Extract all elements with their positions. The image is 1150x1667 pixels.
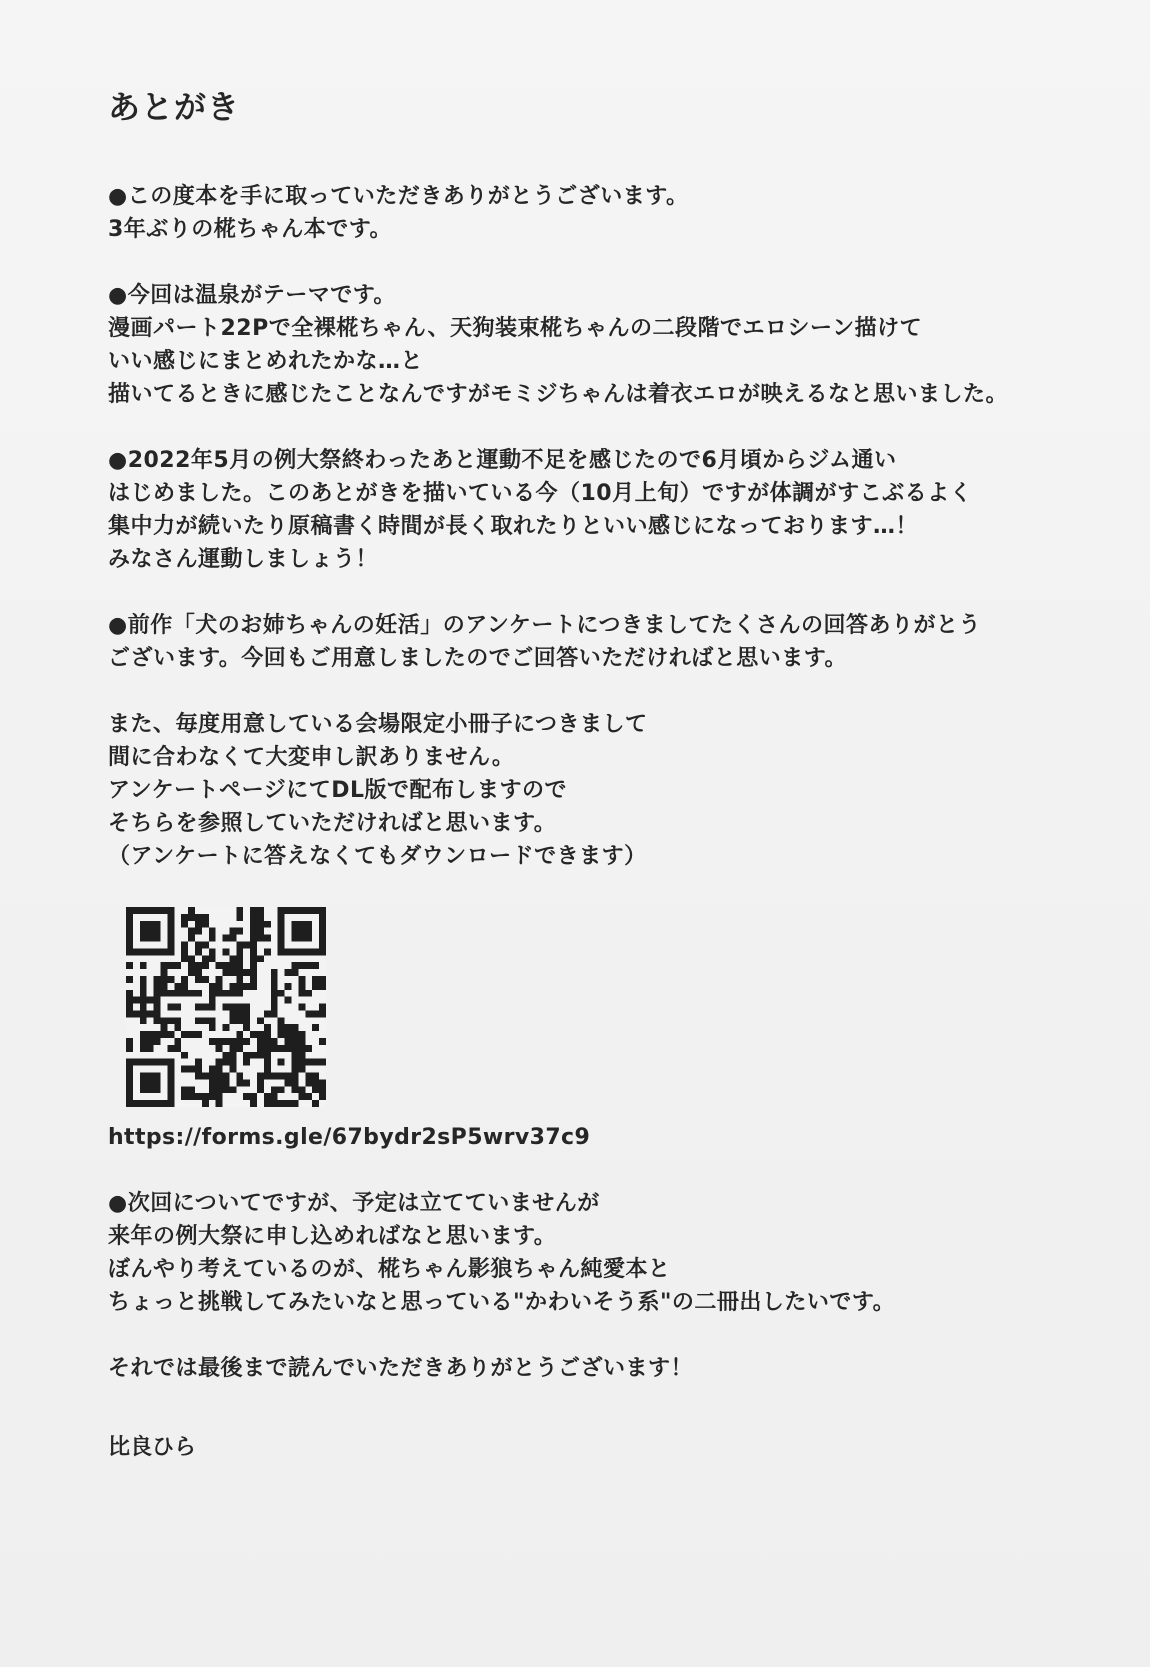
paragraph-line: ございます。今回もご用意しましたのでご回答いただければと思います。 xyxy=(108,646,847,671)
paragraph-4 xyxy=(108,609,1088,675)
paragraph-line: 間に合わなくて大変申し訳ありません。 xyxy=(108,745,515,770)
paragraph-line: また、毎度用意している会場限定小冊子につきまして xyxy=(108,712,648,737)
paragraph-line: ちょっと挑戦してみたいなと思っている"かわいそう系"の二冊出したいです。 xyxy=(108,1290,896,1315)
qr-code-icon[interactable] xyxy=(126,907,326,1107)
paragraph-line: ぼんやり考えているのが、椛ちゃん影狼ちゃん純愛本と xyxy=(108,1257,671,1282)
paragraph-line: 3年ぶりの椛ちゃん本です。 xyxy=(108,217,393,242)
paragraph-line: ●この度本を手に取っていただきありがとうございます。 xyxy=(108,184,689,209)
paragraph-5 xyxy=(108,708,1088,873)
paragraph-line: 集中力が続いたり原稿書く時間が長く取れたりといい感じになっております…！ xyxy=(108,514,919,539)
paragraph-2 xyxy=(108,279,1088,411)
paragraph-line: ●今回は温泉がテーマです。 xyxy=(108,283,396,308)
paragraph-line: ●前作「犬のお姉ちゃんの妊活」のアンケートにつきましてたくさんの回答ありがとう xyxy=(108,613,981,638)
paragraph-line: みなさん運動しましょう！ xyxy=(108,547,379,572)
paragraph-3 xyxy=(108,444,1088,576)
paragraph-line: アンケートページにてDL版で配布しますので xyxy=(108,778,568,803)
qr-code-graphic xyxy=(126,907,326,1107)
paragraph-1 xyxy=(108,180,1088,246)
paragraph-line: 漫画パート22Pで全裸椛ちゃん、天狗装束椛ちゃんの二段階でエロシーン描けて xyxy=(108,316,923,341)
paragraph-7 xyxy=(108,1352,1088,1385)
paragraph-line: いい感じにまとめれたかな…と xyxy=(108,349,424,374)
paragraph-line: ●次回についてですが、予定は立てていませんが xyxy=(108,1191,600,1216)
survey-link[interactable]: https://forms.gle/67bydr2sP5wrv37c9 xyxy=(108,1125,591,1150)
page-title: あとがき xyxy=(108,88,241,126)
paragraph-line: ●2022年5月の例大祭終わったあと運動不足を感じたので6月頃からジム通い xyxy=(108,448,897,473)
afterword-content xyxy=(108,80,1088,1464)
paragraph-line: 来年の例大祭に申し込めればなと思います。 xyxy=(108,1224,557,1249)
paragraph-line: はじめました。このあとがきを描いている今（10月上旬）ですが体調がすこぶるよく xyxy=(108,481,973,506)
paragraph-line: そちらを参照していただければと思います。 xyxy=(108,811,557,836)
paragraph-line: 描いてるときに感じたことなんですがモミジちゃんは着衣エロが映えるなと思いました。 xyxy=(108,382,1009,407)
author-signature: 比良ひら xyxy=(108,1435,197,1460)
paragraph-line: それでは最後まで読んでいただきありがとうございます！ xyxy=(108,1356,694,1381)
paragraph-6 xyxy=(108,1187,1088,1319)
paragraph-line: （アンケートに答えなくてもダウンロードできます） xyxy=(108,844,647,869)
